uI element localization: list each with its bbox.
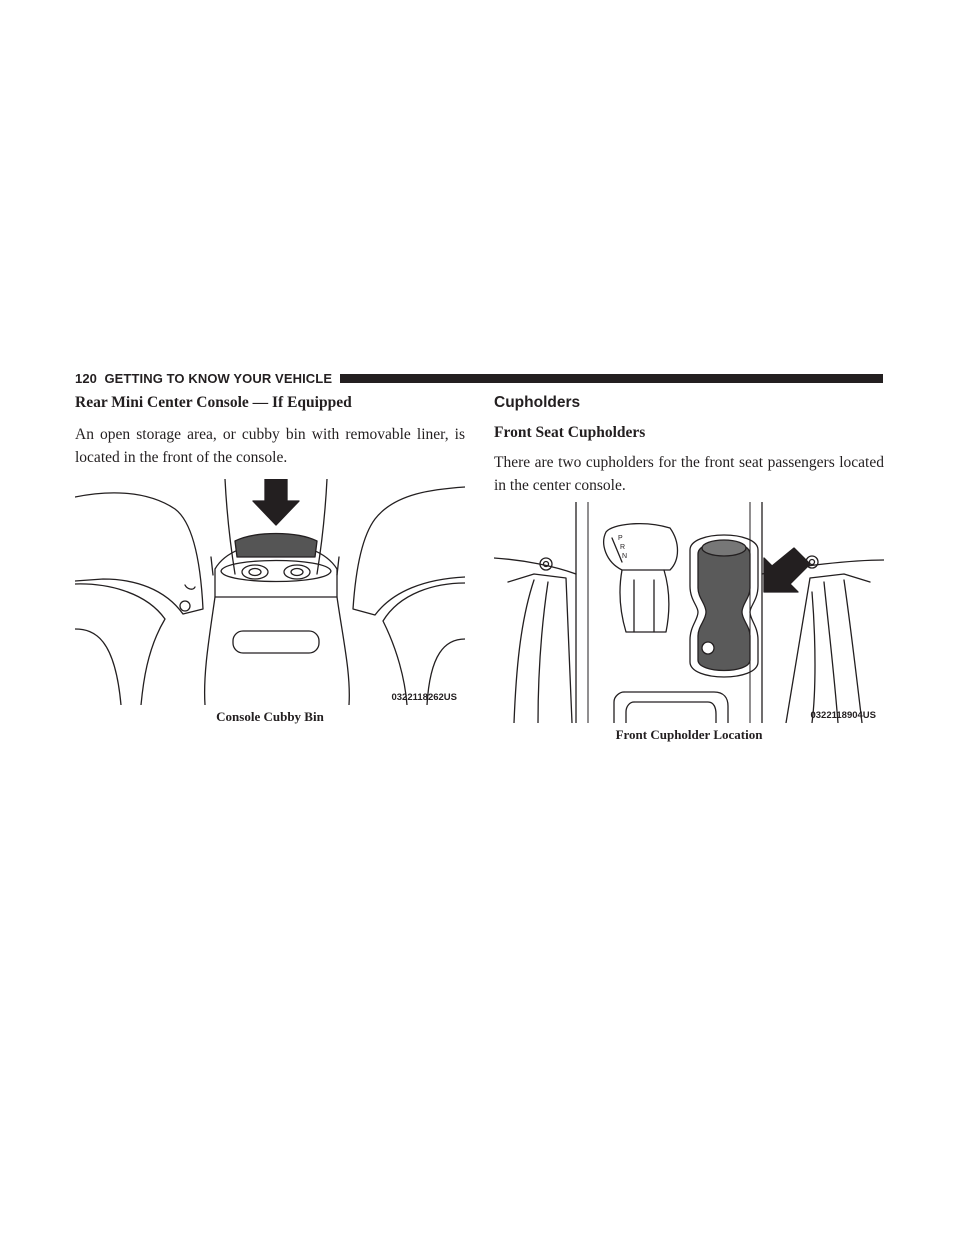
console-figure-caption: Console Cubby Bin bbox=[216, 709, 324, 724]
console-heading: Rear Mini Center Console — If Equipped bbox=[75, 394, 352, 411]
cupholder-figure-code: 0322118904US bbox=[810, 710, 876, 721]
console-body: An open storage area, or cubby bin with removable liner, is located in the front of the console. bbox=[75, 426, 465, 466]
console-illustration bbox=[75, 479, 465, 705]
svg-text:R: R bbox=[620, 544, 626, 551]
svg-text:N: N bbox=[622, 553, 628, 560]
front-cupholders-subheading: Front Seat Cupholders bbox=[494, 424, 646, 441]
cupholders-body: There are two cupholders for the front seat passengers located in the center console. bbox=[494, 454, 884, 494]
console-figure-code: 0322118262US bbox=[391, 692, 457, 703]
svg-text:P: P bbox=[618, 535, 623, 542]
header-text bbox=[75, 371, 332, 386]
header-rule bbox=[340, 374, 883, 383]
cupholder-illustration bbox=[494, 502, 884, 723]
section-title: GETTING TO KNOW YOUR VEHICLE bbox=[104, 370, 333, 386]
cupholders-heading: Cupholders bbox=[494, 394, 581, 411]
cupholder-figure-caption: Front Cupholder Location bbox=[615, 727, 763, 742]
page-number: 120 bbox=[75, 370, 97, 386]
console-cubby-figure bbox=[75, 479, 465, 705]
right-column bbox=[494, 393, 884, 743]
left-column bbox=[75, 393, 465, 725]
running-header bbox=[75, 370, 883, 386]
front-cupholder-figure bbox=[494, 502, 884, 723]
